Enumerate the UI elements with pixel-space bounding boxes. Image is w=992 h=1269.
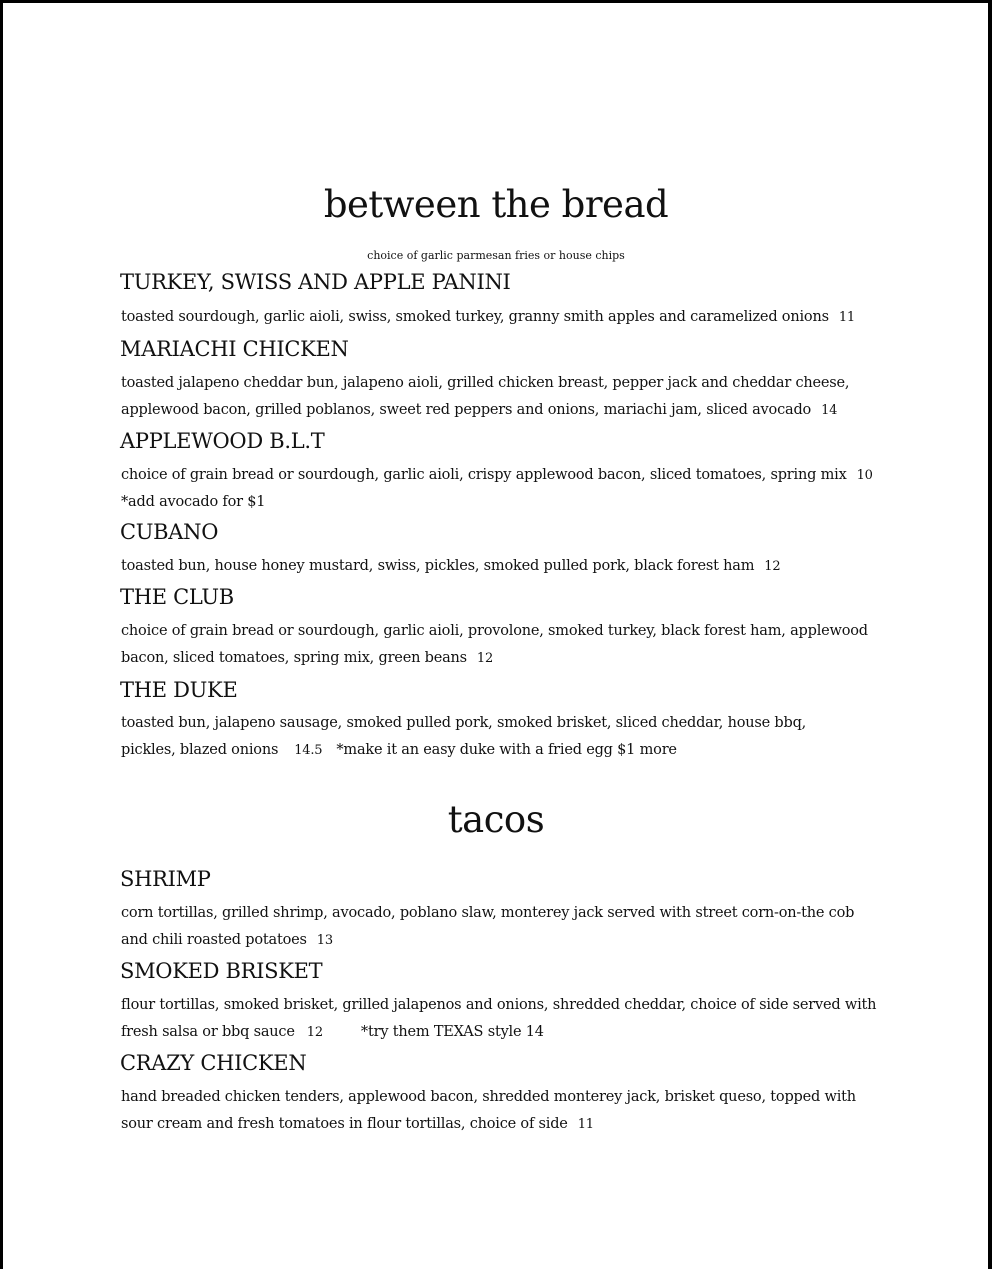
menu-item-note: *make it an easy duke with a fried egg $1 more xyxy=(336,742,677,758)
price: 14 xyxy=(821,403,838,418)
price: 12 xyxy=(476,651,494,666)
section-title-between-the-bread: between the bread xyxy=(323,183,669,226)
menu-item-name-applewood-blt: APPLEWOOD B.L.T xyxy=(120,429,325,453)
price: 12 xyxy=(764,559,781,574)
section-title-tacos: tacos xyxy=(447,798,545,841)
price: 10 xyxy=(856,468,873,483)
menu-item-note: *try them TEXAS style 14 xyxy=(360,1024,544,1040)
section-subtitle: choice of garlic parmesan fries or house chips xyxy=(367,249,625,262)
menu-item-name-turkey-panini: TURKEY, SWISS AND APPLE PANINI xyxy=(120,270,511,294)
menu-item-desc-applewood-blt: choice of grain bread or sourdough, garlic aioli, crispy applewood bacon, sliced tomatoes, spring mix 10 *add avocado for $1 xyxy=(121,467,873,510)
menu-item-name-the-duke: THE DUKE xyxy=(120,678,238,702)
price: 13 xyxy=(316,933,333,948)
price: 11 xyxy=(838,310,855,325)
menu-item-desc-crazy-chicken: hand breaded chicken tenders, applewood bacon, shredded monterey jack, brisket queso, topped with sour cream and fresh tomatoes in flour tortillas, choice of side 11 xyxy=(121,1089,856,1132)
menu-item-desc-the-duke: toasted bun, jalapeno sausage, smoked pulled pork, smoked brisket, sliced cheddar, house bbq, pickles, blazed onions 14.5 *make it an easy duke with a fried egg $1 more xyxy=(121,715,807,758)
menu-item-name-cubano: CUBANO xyxy=(120,520,219,544)
menu-item-desc-mariachi-chicken: toasted jalapeno cheddar bun, jalapeno aioli, grilled chicken breast, pepper jack and cheddar cheese, applewood bacon, grilled poblanos, sweet red peppers and onions, mariachi jam, sliced avocado 14 xyxy=(121,375,850,418)
menu-item-desc-shrimp: corn tortillas, grilled shrimp, avocado, poblano slaw, monterey jack served with street corn-on-the cob and chili roasted potatoes 13 xyxy=(121,905,855,948)
menu-item-name-crazy-chicken: CRAZY CHICKEN xyxy=(120,1051,307,1075)
menu-item-desc-cubano: toasted bun, house honey mustard, swiss, pickles, smoked pulled pork, black forest ham 12 xyxy=(121,558,781,574)
menu-item-name-the-club: THE CLUB xyxy=(120,585,234,609)
menu-item-desc-turkey-panini: toasted sourdough, garlic aioli, swiss, smoked turkey, granny smith apples and caramelized onions 11 xyxy=(121,309,855,325)
menu-item-note: *add avocado for $1 xyxy=(121,494,266,510)
price: 12 xyxy=(306,1025,323,1040)
menu-item-name-mariachi-chicken: MARIACHI CHICKEN xyxy=(120,337,349,361)
menu-item-desc-smoked-brisket: flour tortillas, smoked brisket, grilled jalapenos and onions, shredded cheddar, choice of side served with fresh salsa or bbq sauce 12 *try them TEXAS style 14 xyxy=(121,997,877,1040)
menu-item-name-shrimp: SHRIMP xyxy=(120,867,211,891)
price: 14.5 xyxy=(294,743,323,758)
menu-item-name-smoked-brisket: SMOKED BRISKET xyxy=(120,959,323,983)
price: 11 xyxy=(577,1117,594,1132)
menu-item-desc-the-club: choice of grain bread or sourdough, garlic aioli, provolone, smoked turkey, black forest ham, applewood bacon, sliced tomatoes, spring mix, green beans 12 xyxy=(121,623,868,666)
